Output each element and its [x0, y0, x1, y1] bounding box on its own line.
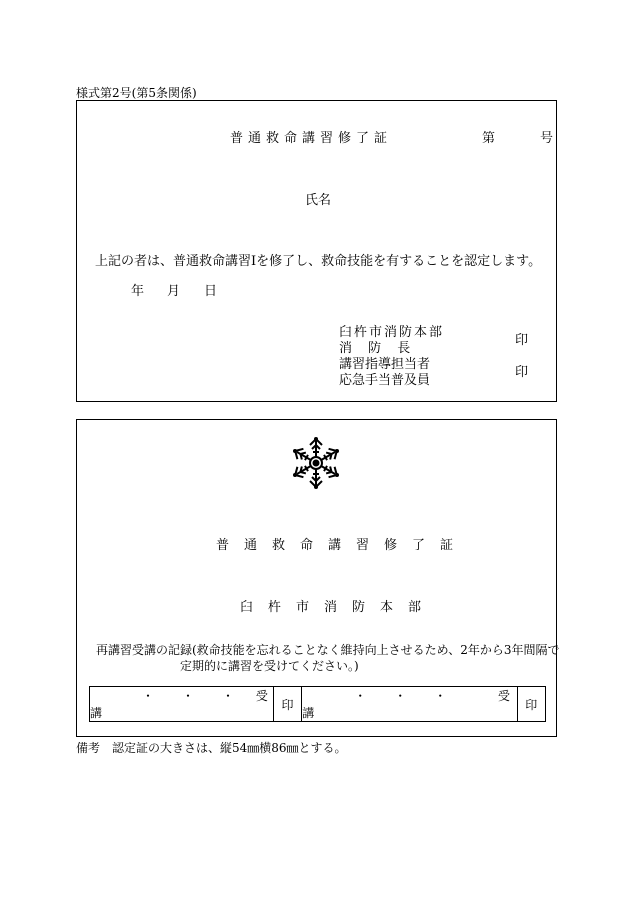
cert1-number-prefix: 第 [482, 131, 496, 146]
date-dot: ・ [141, 689, 154, 703]
cert1-date-day: 日 [204, 284, 218, 299]
cert1-sig1-org: 臼杵市消防本部 [339, 325, 445, 340]
cert1-sig1-title: 消 防 長 [339, 341, 417, 356]
cert2-org: 臼杵市消防本部 [240, 600, 437, 615]
date-dot: ・ [181, 689, 194, 703]
date-dot: ・ [354, 689, 367, 703]
attend-label-2: 受講 [302, 689, 511, 720]
table-row [90, 687, 546, 722]
certificate-back [76, 419, 560, 737]
date-dot: ・ [434, 689, 447, 703]
cert1-sig2-seal: 印 [515, 365, 529, 380]
cert2-title: 普通救命講習修了証 [216, 538, 469, 553]
date-dot: ・ [394, 689, 407, 703]
retraining-record-table [89, 686, 546, 722]
emblem-icon [288, 433, 344, 493]
record-date-cell-1 [90, 687, 274, 722]
attend-label-1: 受講 [90, 689, 268, 720]
cert1-sig1-seal: 印 [515, 333, 529, 348]
cert1-number-suffix: 号 [540, 131, 554, 146]
certificate-main [76, 100, 557, 402]
form-label: 様式第2号(第5条関係) [76, 86, 197, 100]
record-date-cell-2 [302, 687, 517, 722]
cert1-sig2-line2: 応急手当普及員 [339, 373, 431, 388]
cert1-date-month: 月 [167, 284, 181, 299]
cert2-record-line2: 定期的に講習を受けてください。) [180, 659, 359, 673]
cert2-record-line1: 再講習受講の記録(救命技能を忘れることなく維持向上させるため、2年から3年間隔で [96, 643, 560, 657]
cert1-date-year: 年 [131, 284, 145, 299]
note: 備考 認定証の大きさは、縦54㎜横86㎜とする。 [76, 741, 347, 755]
cert1-sig2-line1: 講習指導担当者 [339, 357, 431, 372]
seal-cell-2: 印 [517, 687, 545, 722]
date-dot: ・ [221, 689, 234, 703]
cert1-title: 普通救命講習修了証 [230, 131, 393, 146]
cert1-name-label: 氏名 [305, 193, 332, 208]
cert1-body-text: 上記の者は、普通救命講習Ⅰを修了し、救命技能を有することを認定します。 [95, 254, 542, 269]
seal-cell-1: 印 [273, 687, 301, 722]
